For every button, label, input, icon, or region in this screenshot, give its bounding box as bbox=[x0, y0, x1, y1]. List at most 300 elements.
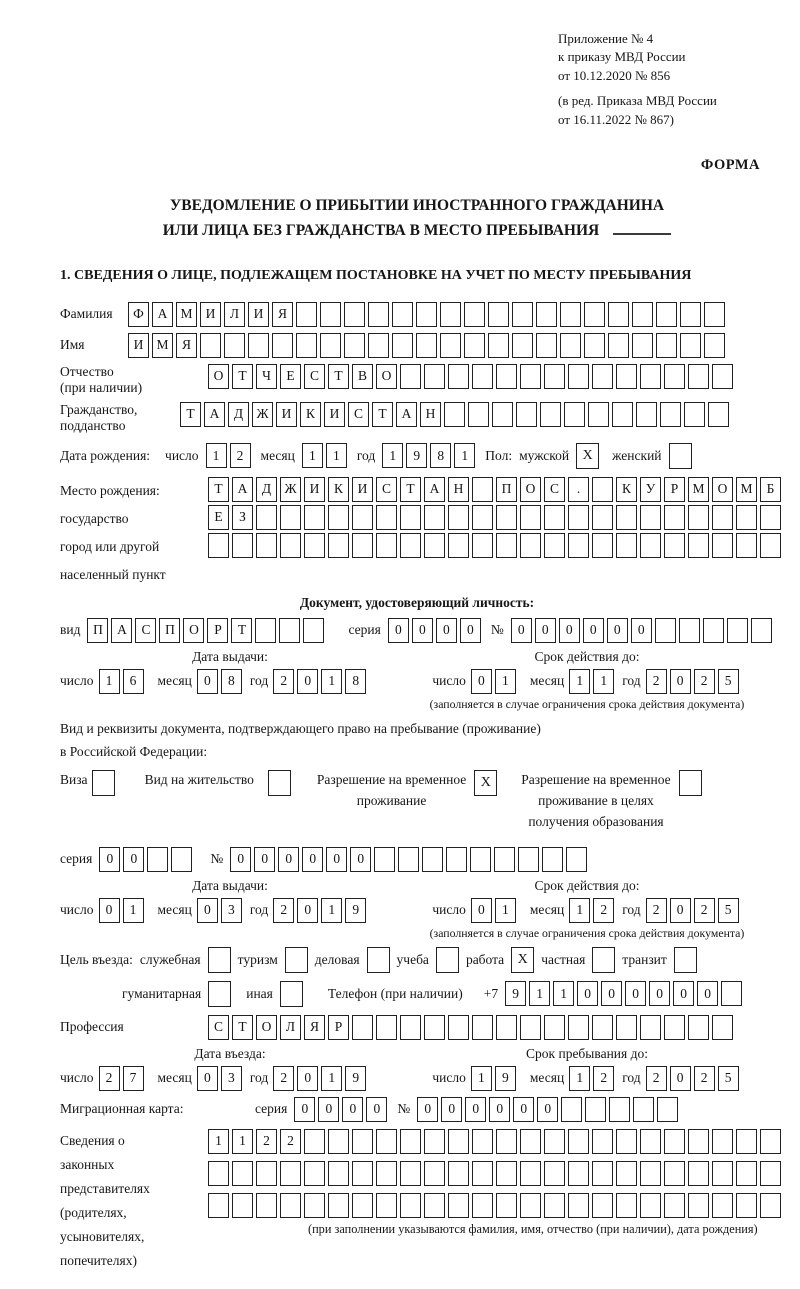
char-cell bbox=[584, 302, 605, 327]
char-cell: 0 bbox=[607, 618, 628, 643]
page-title bbox=[60, 194, 774, 244]
char-cell: Я bbox=[176, 333, 197, 358]
char-cell bbox=[255, 618, 276, 643]
char-cell bbox=[400, 1129, 421, 1154]
purpose-tourism-checkbox bbox=[285, 947, 308, 973]
char-cell bbox=[592, 1015, 613, 1040]
char-cell bbox=[328, 505, 349, 530]
char-cell bbox=[560, 333, 581, 358]
char-cell bbox=[512, 333, 533, 358]
char-cell bbox=[256, 1193, 277, 1218]
residence-valid-col bbox=[400, 878, 774, 941]
char-cell bbox=[592, 364, 613, 389]
char-cell: Е bbox=[208, 505, 229, 530]
char-cell: 1 bbox=[326, 443, 347, 468]
year-label: год bbox=[249, 673, 269, 689]
char-cell bbox=[208, 1161, 229, 1186]
char-cell: Т bbox=[328, 364, 349, 389]
option-temp-residence-education-label bbox=[521, 770, 670, 833]
char-cell: 0 bbox=[537, 1097, 558, 1122]
char-cell bbox=[328, 1129, 349, 1154]
char-cell bbox=[400, 1161, 421, 1186]
char-cell: М bbox=[176, 302, 197, 327]
char-cell bbox=[544, 1193, 565, 1218]
identity-doc-kind-label: вид bbox=[60, 622, 81, 638]
char-cell bbox=[680, 302, 701, 327]
char-cell bbox=[303, 618, 324, 643]
char-cell bbox=[680, 333, 701, 358]
form-label: ФОРМА bbox=[700, 157, 760, 174]
char-cell bbox=[592, 1161, 613, 1186]
char-cell bbox=[585, 1097, 606, 1122]
char-cell: 0 bbox=[513, 1097, 534, 1122]
char-cell: Н bbox=[448, 477, 469, 502]
purpose-humanitarian-checkbox bbox=[208, 981, 231, 1007]
char-cell: 0 bbox=[583, 618, 604, 643]
char-cell bbox=[592, 477, 613, 502]
char-cell: П bbox=[87, 618, 108, 643]
char-cell: 0 bbox=[326, 847, 347, 872]
patronymic-row bbox=[60, 364, 774, 396]
char-cell bbox=[400, 364, 421, 389]
purpose-private-checkbox bbox=[592, 947, 615, 973]
char-cell bbox=[304, 1193, 325, 1218]
char-cell: 0 bbox=[460, 618, 481, 643]
char-cell bbox=[688, 1161, 709, 1186]
char-cell bbox=[376, 1129, 397, 1154]
char-cell bbox=[424, 505, 445, 530]
char-cell: П bbox=[496, 477, 517, 502]
option-visa bbox=[60, 770, 115, 796]
char-cell bbox=[232, 1161, 253, 1186]
char-cell bbox=[304, 505, 325, 530]
profession-label: Профессия bbox=[60, 1019, 124, 1034]
char-cell: А bbox=[152, 302, 173, 327]
entry-dates bbox=[60, 1046, 774, 1091]
day-label: число bbox=[60, 1070, 94, 1085]
representatives-label-line1: Сведения о bbox=[60, 1132, 125, 1148]
birth-place-cells-row3 bbox=[208, 533, 784, 558]
char-cell: А bbox=[232, 477, 253, 502]
char-cell bbox=[392, 333, 413, 358]
char-cell bbox=[544, 505, 565, 530]
char-cell bbox=[656, 302, 677, 327]
char-cell bbox=[636, 402, 657, 427]
char-cell: 0 bbox=[441, 1097, 462, 1122]
char-cell: 8 bbox=[430, 443, 451, 468]
char-cell: 1 bbox=[99, 669, 120, 694]
char-cell bbox=[492, 402, 513, 427]
char-cell: С bbox=[376, 477, 397, 502]
char-cell bbox=[304, 1129, 325, 1154]
representatives-cells-row1 bbox=[208, 1129, 784, 1154]
char-cell bbox=[279, 618, 300, 643]
firstname-label: Имя bbox=[60, 337, 85, 353]
char-cell: О bbox=[208, 364, 229, 389]
char-cell: 1 bbox=[454, 443, 475, 468]
identity-valid-title: Срок действия до: bbox=[534, 648, 640, 664]
char-cell: О bbox=[520, 477, 541, 502]
char-cell bbox=[472, 533, 493, 558]
purpose-business-checkbox bbox=[367, 947, 390, 973]
char-cell bbox=[640, 1015, 661, 1040]
char-cell bbox=[592, 505, 613, 530]
char-cell bbox=[632, 333, 653, 358]
purpose-work-checkbox: X bbox=[511, 947, 534, 973]
representatives-label-line5: усыновителях, bbox=[60, 1228, 145, 1244]
identity-valid-day-cells bbox=[471, 669, 519, 694]
patronymic-label-line1: Отчество bbox=[60, 363, 114, 379]
char-cell: 2 bbox=[593, 898, 614, 923]
surname-label: Фамилия bbox=[60, 306, 113, 322]
char-cell bbox=[736, 1161, 757, 1186]
char-cell: 0 bbox=[197, 1066, 218, 1091]
identity-doc-number-cells bbox=[511, 618, 775, 643]
char-cell bbox=[400, 1015, 421, 1040]
char-cell bbox=[760, 1161, 781, 1186]
char-cell: 0 bbox=[412, 618, 433, 643]
char-cell bbox=[496, 533, 517, 558]
identity-doc-dates bbox=[60, 649, 774, 712]
char-cell: И bbox=[200, 302, 221, 327]
char-cell: 0 bbox=[697, 981, 718, 1006]
char-cell bbox=[536, 302, 557, 327]
char-cell bbox=[448, 1193, 469, 1218]
char-cell bbox=[633, 1097, 654, 1122]
char-cell: 1 bbox=[321, 1066, 342, 1091]
char-cell: 8 bbox=[221, 669, 242, 694]
char-cell bbox=[679, 618, 700, 643]
char-cell bbox=[560, 302, 581, 327]
char-cell: И bbox=[248, 302, 269, 327]
char-cell bbox=[472, 505, 493, 530]
identity-doc-series-label: серия bbox=[348, 622, 381, 638]
char-cell bbox=[280, 1161, 301, 1186]
entry-day-cells bbox=[99, 1066, 147, 1091]
char-cell bbox=[544, 533, 565, 558]
char-cell bbox=[304, 1161, 325, 1186]
char-cell bbox=[751, 618, 772, 643]
char-cell bbox=[640, 1161, 661, 1186]
char-cell: 0 bbox=[625, 981, 646, 1006]
char-cell bbox=[712, 505, 733, 530]
birth-place-cells-row2 bbox=[208, 505, 784, 530]
identity-doc-series-cells bbox=[388, 618, 484, 643]
char-cell bbox=[171, 847, 192, 872]
patronymic-label bbox=[60, 364, 208, 396]
char-cell: 0 bbox=[601, 981, 622, 1006]
char-cell bbox=[424, 364, 445, 389]
char-cell bbox=[616, 505, 637, 530]
header-line: от 16.11.2022 № 867) bbox=[558, 111, 675, 127]
char-cell bbox=[727, 618, 748, 643]
representatives-note: (при заполнении указываются фамилия, имя, отчество (при наличии), дата рождения) bbox=[308, 1221, 758, 1236]
stay-year-cells bbox=[646, 1066, 742, 1091]
char-cell bbox=[640, 1193, 661, 1218]
temp-residence-line2: проживание bbox=[356, 792, 427, 808]
identity-doc-kind-cells bbox=[87, 618, 327, 643]
char-cell bbox=[520, 1129, 541, 1154]
char-cell bbox=[280, 505, 301, 530]
birth-place-label-line4: населенный пункт bbox=[60, 566, 166, 582]
residence-valid-note: (заполняется в случае ограничения срока действия документа) bbox=[429, 925, 745, 940]
sex-label: Пол: bbox=[485, 447, 513, 463]
char-cell bbox=[272, 333, 293, 358]
char-cell bbox=[542, 847, 563, 872]
month-label: месяц bbox=[157, 1070, 192, 1085]
char-cell bbox=[232, 1193, 253, 1218]
char-cell: Т bbox=[208, 477, 229, 502]
residence-doc-options bbox=[60, 770, 774, 833]
char-cell: Т bbox=[400, 477, 421, 502]
char-cell bbox=[472, 1129, 493, 1154]
char-cell: Р bbox=[664, 477, 685, 502]
char-cell bbox=[520, 1161, 541, 1186]
char-cell bbox=[721, 981, 742, 1006]
birth-place-block bbox=[60, 477, 774, 589]
char-cell: 1 bbox=[495, 898, 516, 923]
citizenship-cells bbox=[180, 402, 732, 427]
char-cell bbox=[736, 533, 757, 558]
char-cell bbox=[352, 505, 373, 530]
char-cell: 2 bbox=[256, 1129, 277, 1154]
title-blank-underline bbox=[613, 223, 671, 235]
phone-label: Телефон (при наличии) bbox=[327, 985, 463, 1001]
char-cell: Л bbox=[224, 302, 245, 327]
char-cell: М bbox=[688, 477, 709, 502]
char-cell bbox=[657, 1097, 678, 1122]
char-cell bbox=[328, 533, 349, 558]
residence-valid-year-cells bbox=[646, 898, 742, 923]
sex-female-checkbox bbox=[669, 443, 692, 469]
identity-valid-col bbox=[400, 649, 774, 712]
char-cell bbox=[688, 505, 709, 530]
char-cell bbox=[712, 1129, 733, 1154]
residence-number-cells bbox=[230, 847, 590, 872]
representatives-label bbox=[60, 1129, 208, 1273]
month-label: месяц bbox=[529, 673, 565, 689]
month-label: месяц bbox=[529, 1070, 565, 1085]
purpose-row2 bbox=[122, 981, 774, 1007]
residence-valid-row bbox=[400, 898, 774, 923]
char-cell: А bbox=[111, 618, 132, 643]
char-cell: О bbox=[376, 364, 397, 389]
stay-until-title: Срок пребывания до: bbox=[526, 1045, 648, 1061]
char-cell: 0 bbox=[302, 847, 323, 872]
char-cell: 2 bbox=[646, 669, 667, 694]
char-cell bbox=[544, 364, 565, 389]
migration-card-label: Миграционная карта: bbox=[60, 1101, 184, 1116]
char-cell: М bbox=[736, 477, 757, 502]
surname-row bbox=[60, 302, 774, 327]
char-cell bbox=[147, 847, 168, 872]
char-cell bbox=[472, 477, 493, 502]
char-cell bbox=[496, 1161, 517, 1186]
char-cell: О bbox=[183, 618, 204, 643]
char-cell: 1 bbox=[232, 1129, 253, 1154]
char-cell: Ж bbox=[252, 402, 273, 427]
char-cell bbox=[448, 364, 469, 389]
char-cell: 2 bbox=[694, 898, 715, 923]
char-cell bbox=[424, 1161, 445, 1186]
char-cell: Т bbox=[180, 402, 201, 427]
char-cell bbox=[352, 1015, 373, 1040]
char-cell bbox=[470, 847, 491, 872]
firstname-cells bbox=[128, 333, 728, 358]
char-cell: 1 bbox=[302, 443, 323, 468]
char-cell bbox=[424, 1015, 445, 1040]
char-cell bbox=[232, 533, 253, 558]
char-cell bbox=[496, 364, 517, 389]
char-cell: 0 bbox=[318, 1097, 339, 1122]
char-cell bbox=[448, 1129, 469, 1154]
char-cell bbox=[376, 505, 397, 530]
char-cell: 0 bbox=[197, 669, 218, 694]
char-cell: У bbox=[640, 477, 661, 502]
birth-date-row bbox=[60, 443, 774, 469]
char-cell: 9 bbox=[505, 981, 526, 1006]
temp-residence-edu-line1: Разрешение на временное bbox=[521, 771, 671, 787]
char-cell: Ф bbox=[128, 302, 149, 327]
char-cell: 1 bbox=[495, 669, 516, 694]
char-cell bbox=[344, 333, 365, 358]
purpose-other-label: иная bbox=[246, 985, 273, 1001]
header-note bbox=[558, 30, 774, 129]
surname-cells bbox=[128, 302, 728, 327]
identity-issue-month-cells bbox=[197, 669, 245, 694]
char-cell bbox=[352, 1161, 373, 1186]
migration-number-cells bbox=[417, 1097, 681, 1122]
char-cell bbox=[376, 1193, 397, 1218]
char-cell: 6 bbox=[123, 669, 144, 694]
sex-female-label: женский bbox=[612, 447, 662, 463]
char-cell: С bbox=[208, 1015, 229, 1040]
char-cell: Т bbox=[232, 364, 253, 389]
char-cell: В bbox=[352, 364, 373, 389]
char-cell: Т bbox=[232, 1015, 253, 1040]
char-cell: 0 bbox=[471, 898, 492, 923]
char-cell: 1 bbox=[593, 669, 614, 694]
char-cell bbox=[592, 1129, 613, 1154]
char-cell bbox=[280, 1193, 301, 1218]
char-cell bbox=[448, 533, 469, 558]
char-cell: 0 bbox=[99, 898, 120, 923]
char-cell: 8 bbox=[345, 669, 366, 694]
purpose-work-label: работа bbox=[465, 951, 505, 967]
page-title-line2: ИЛИ ЛИЦА БЕЗ ГРАЖДАНСТВА В МЕСТО ПРЕБЫВАНИЯ bbox=[162, 222, 600, 240]
stay-month-cells bbox=[569, 1066, 617, 1091]
stay-until-col bbox=[400, 1046, 774, 1091]
char-cell bbox=[400, 505, 421, 530]
char-cell bbox=[684, 402, 705, 427]
residence-doc-line1: Вид и реквизиты документа, подтверждающего право на пребывание (проживание) bbox=[60, 720, 541, 736]
char-cell bbox=[760, 505, 781, 530]
char-cell: 1 bbox=[321, 669, 342, 694]
char-cell bbox=[656, 333, 677, 358]
char-cell: О bbox=[256, 1015, 277, 1040]
char-cell: 1 bbox=[206, 443, 227, 468]
char-cell bbox=[616, 533, 637, 558]
char-cell: И bbox=[324, 402, 345, 427]
char-cell: А bbox=[204, 402, 225, 427]
char-cell bbox=[712, 533, 733, 558]
char-cell bbox=[688, 533, 709, 558]
purpose-study-checkbox bbox=[436, 947, 459, 973]
char-cell bbox=[256, 533, 277, 558]
char-cell bbox=[664, 1193, 685, 1218]
char-cell: 2 bbox=[280, 1129, 301, 1154]
residence-valid-title: Срок действия до: bbox=[534, 877, 640, 893]
char-cell: 7 bbox=[123, 1066, 144, 1091]
entry-month-cells bbox=[197, 1066, 245, 1091]
char-cell: 0 bbox=[577, 981, 598, 1006]
header-line: (в ред. Приказа МВД России bbox=[558, 93, 717, 109]
char-cell: 0 bbox=[471, 669, 492, 694]
residence-doc-series-row bbox=[60, 847, 774, 872]
char-cell bbox=[374, 847, 395, 872]
residence-valid-month-cells bbox=[569, 898, 617, 923]
char-cell bbox=[422, 847, 443, 872]
char-cell: 0 bbox=[511, 618, 532, 643]
char-cell bbox=[464, 333, 485, 358]
char-cell bbox=[640, 1129, 661, 1154]
residence-doc-line2: в Российской Федерации: bbox=[60, 743, 208, 759]
representatives-label-line4: (родителях, bbox=[60, 1204, 127, 1220]
purpose-official-checkbox bbox=[208, 947, 231, 973]
char-cell bbox=[352, 1193, 373, 1218]
char-cell bbox=[564, 402, 585, 427]
identity-doc-number-label: № bbox=[490, 622, 504, 638]
char-cell: 0 bbox=[297, 1066, 318, 1091]
char-cell bbox=[416, 302, 437, 327]
char-cell: Я bbox=[272, 302, 293, 327]
birth-place-label-line2: государство bbox=[60, 510, 129, 526]
purpose-transit-checkbox bbox=[674, 947, 697, 973]
char-cell bbox=[344, 302, 365, 327]
option-temp-residence-label bbox=[317, 770, 466, 812]
char-cell bbox=[544, 1161, 565, 1186]
residence-issue-day-cells bbox=[99, 898, 147, 923]
char-cell bbox=[296, 302, 317, 327]
char-cell bbox=[440, 333, 461, 358]
char-cell: Б bbox=[760, 477, 781, 502]
temp-residence-edu-line3: получения образования bbox=[528, 813, 664, 829]
char-cell bbox=[640, 505, 661, 530]
purpose-other-checkbox bbox=[280, 981, 303, 1007]
char-cell: 2 bbox=[694, 1066, 715, 1091]
char-cell: 0 bbox=[297, 898, 318, 923]
char-cell bbox=[616, 1129, 637, 1154]
char-cell bbox=[664, 533, 685, 558]
char-cell: 2 bbox=[593, 1066, 614, 1091]
identity-issue-day-cells bbox=[99, 669, 147, 694]
char-cell bbox=[640, 364, 661, 389]
char-cell bbox=[376, 1015, 397, 1040]
visa-checkbox bbox=[92, 770, 115, 796]
char-cell bbox=[446, 847, 467, 872]
char-cell: С bbox=[135, 618, 156, 643]
char-cell: 0 bbox=[559, 618, 580, 643]
char-cell bbox=[376, 533, 397, 558]
char-cell bbox=[568, 1193, 589, 1218]
birth-month-cells bbox=[302, 443, 350, 468]
char-cell bbox=[400, 533, 421, 558]
char-cell: Ч bbox=[256, 364, 277, 389]
char-cell bbox=[448, 1161, 469, 1186]
char-cell bbox=[688, 1015, 709, 1040]
char-cell bbox=[520, 533, 541, 558]
char-cell bbox=[712, 1193, 733, 1218]
